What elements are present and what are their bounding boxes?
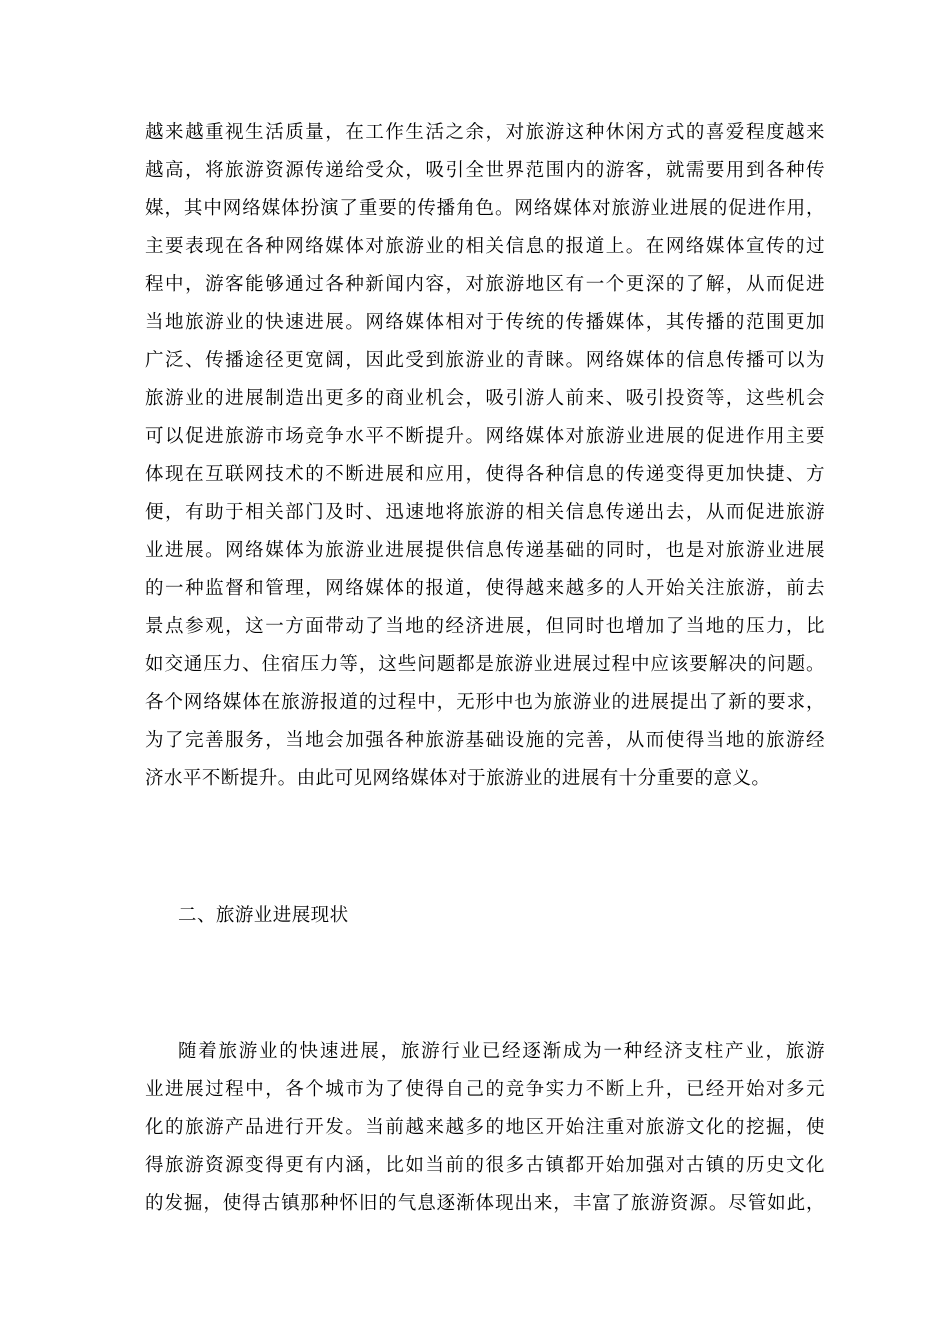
paragraph-line: 越高，将旅游资源传递给受众，吸引全世界范围内的游客，就需要用到各种传	[145, 160, 825, 181]
paragraph-line: 各个网络媒体在旅游报道的过程中，无形中也为旅游业的进展提出了新的要求，	[145, 692, 825, 713]
paragraph-line: 随着旅游业的快速进展，旅游行业已经逐渐成为一种经济支柱产业，旅游	[178, 1041, 825, 1062]
paragraph-line: 可以促进旅游市场竞争水平不断提升。网络媒体对旅游业进展的促进作用主要	[145, 426, 825, 447]
paragraph-line: 为了完善服务，当地会加强各种旅游基础设施的完善，从而使得当地的旅游经	[145, 730, 825, 751]
paragraph-line: 的一种监督和管理，网络媒体的报道，使得越来越多的人开始关注旅游，前去	[145, 578, 825, 599]
paragraph-line: 主要表现在各种网络媒体对旅游业的相关信息的报道上。在网络媒体宣传的过	[145, 236, 825, 257]
paragraph-line: 业进展。网络媒体为旅游业进展提供信息传递基础的同时，也是对旅游业进展	[145, 540, 825, 561]
paragraph-line: 业进展过程中，各个城市为了使得自己的竞争实力不断上升，已经开始对多元	[145, 1079, 825, 1100]
paragraph-line: 媒，其中网络媒体扮演了重要的传播角色。网络媒体对旅游业进展的促进作用，	[145, 198, 825, 219]
paragraph-line: 得旅游资源变得更有内涵，比如当前的很多古镇都开始加强对古镇的历史文化	[145, 1155, 825, 1176]
paragraph-line: 广泛、传播途径更宽阔，因此受到旅游业的青睐。网络媒体的信息传播可以为	[145, 350, 825, 371]
paragraph-line: 程中，游客能够通过各种新闻内容，对旅游地区有一个更深的了解，从而促进	[145, 274, 825, 295]
section-heading: 二、旅游业进展现状	[178, 905, 349, 926]
paragraph-line: 的发掘，使得古镇那种怀旧的气息逐渐体现出来，丰富了旅游资源。尽管如此，	[145, 1193, 825, 1214]
paragraph-line: 便，有助于相关部门及时、迅速地将旅游的相关信息传递出去，从而促进旅游	[145, 502, 825, 523]
paragraph-line: 越来越重视生活质量，在工作生活之余，对旅游这种休闲方式的喜爱程度越来	[145, 122, 825, 143]
paragraph-line: 如交通压力、住宿压力等，这些问题都是旅游业进展过程中应该要解决的问题。	[145, 654, 825, 675]
paragraph-line: 化的旅游产品进行开发。当前越来越多的地区开始注重对旅游文化的挖掘，使	[145, 1117, 825, 1138]
paragraph-line: 当地旅游业的快速进展。网络媒体相对于传统的传播媒体，其传播的范围更加	[145, 312, 825, 333]
paragraph-line: 体现在互联网技术的不断进展和应用，使得各种信息的传递变得更加快捷、方	[145, 464, 825, 485]
paragraph-line: 旅游业的进展制造出更多的商业机会，吸引游人前来、吸引投资等，这些机会	[145, 388, 825, 409]
paragraph-line: 济水平不断提升。由此可见网络媒体对于旅游业的进展有十分重要的意义。	[145, 768, 771, 789]
paragraph-line: 景点参观，这一方面带动了当地的经济进展，但同时也增加了当地的压力，比	[145, 616, 825, 637]
